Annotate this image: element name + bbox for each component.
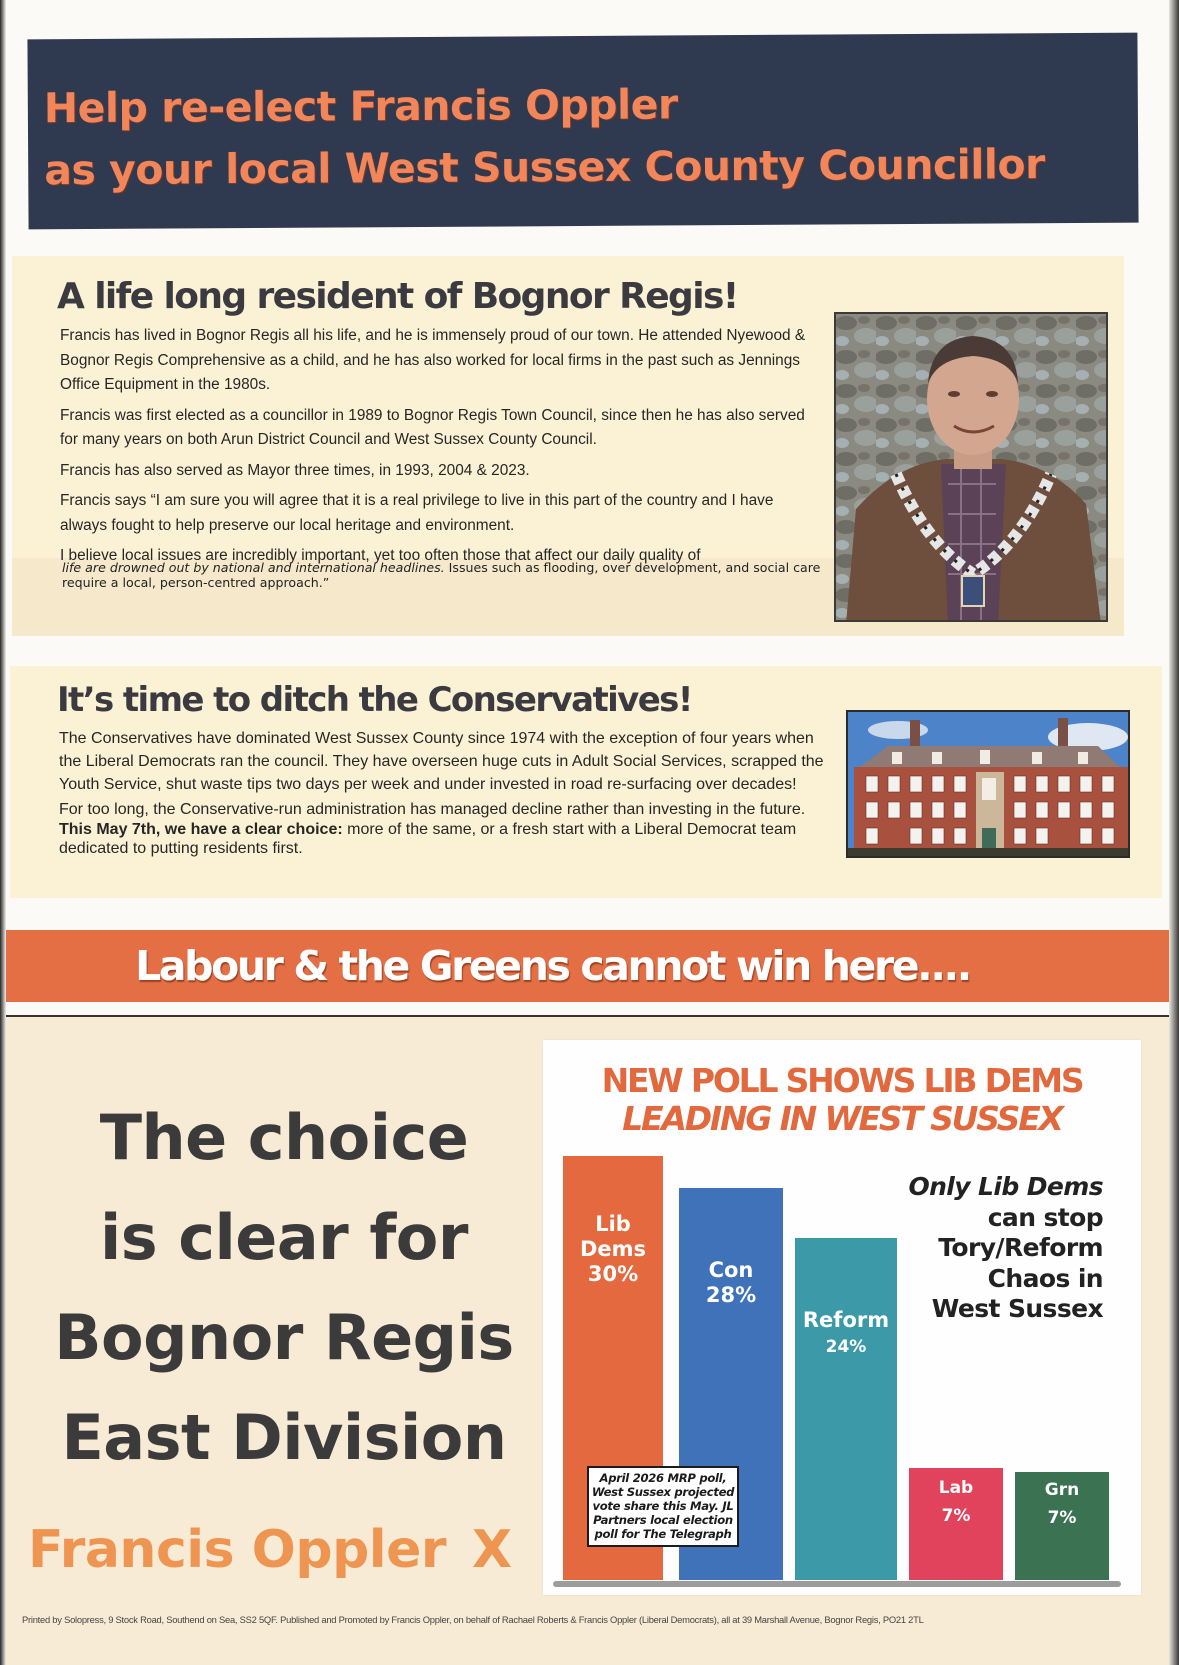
bio-paragraph: Francis says “I am sure you will agree that it is a real privilege to live in this part of the country and I have always fought to help preserve our local heritage and environment. [60,492,774,534]
poll-source-note: April 2026 MRP poll, West Sussex projected vote share this May. JL Partners local election poll for The Telegraph [587,1466,739,1547]
bio-quote-continuation [62,561,822,590]
labour-greens-banner-text: Labour & the Greens cannot win here.... [135,942,970,990]
portrait-image-icon [836,314,1108,622]
header-title-line1: Help re-elect Francis Oppler [43,80,678,133]
bio-paragraph: Francis was first elected as a councillor in 1989 to Bognor Regis Town Council, since then he has also served for many years on both Arun District Council and West Sussex County Council. [60,406,805,448]
conservatives-paragraph: The Conservatives have dominated West Sussex County since 1974 with the exception of four years when the Liberal Democrats ran the council. They have overseen huge cuts in Adult Social Services, scrapped the Youth Service, shut waste tips two days per week and under invested in road re-surfacing over decades! [59,730,824,793]
bio-panel [12,256,1124,636]
poll-title-line1: NEW POLL SHOWS LIB DEMS [601,1061,1083,1100]
bar-grn [1015,1472,1109,1580]
bio-heading: A life long resident of Bognor Regis! [57,276,738,317]
bar-party-label: Dems [579,1237,647,1261]
tagline-line: Only Lib Dems [908,1172,1103,1201]
paragraph-text: more of the same, or a fresh start with a Liberal Democrat team dedicated to putting residents first. [59,820,797,858]
tagline-line: West Sussex [931,1294,1103,1323]
bar-value-label: 7% [941,1506,971,1526]
header-title-line2: as your local West Sussex County Councillor [44,140,1045,195]
bio-quote-italic: life are drowned out by national and international headlines. [62,560,445,575]
bar-party-label: Lab [938,1478,974,1498]
bio-text [60,324,822,569]
bio-paragraph: Francis has also served as Mayor three times, in 1993, 2004 & 2023. [60,461,530,479]
bar-party-label: Reform [802,1308,890,1332]
conservatives-paragraph [59,800,829,859]
bar-lab [909,1468,1003,1580]
county-hall-photo [846,710,1130,858]
poll-chart-card [543,1040,1141,1595]
bar-reform [795,1238,897,1580]
labour-greens-banner [6,930,1169,1002]
choice-line: The choice [99,1101,469,1174]
building-image-icon [848,712,1130,858]
candidate-vote-line [28,1520,548,1580]
candidate-name: Francis Oppler [28,1520,447,1580]
clear-choice-emphasis: This May 7th, we have a clear choice: [59,820,343,838]
bar-party-label: Lib [595,1212,631,1236]
bar-value-label: 24% [825,1337,867,1357]
tagline-line: Chaos in [987,1263,1103,1293]
choice-line: is clear for [100,1201,468,1274]
choice-line: East Division [61,1401,507,1474]
choice-line: Bognor Regis [54,1301,514,1374]
paragraph-text: For too long, the Conservative-run administration has managed decline rather than investing in the future. [59,801,806,819]
bar-party-label: Grn [1044,1480,1080,1500]
conservatives-panel [10,666,1162,898]
bar-value-label: 7% [1047,1508,1077,1528]
imprint-footer: Printed by Solopress, 9 Stock Road, Southend on Sea, SS2 5QF. Published and Promoted by Francis Oppler, on behalf of Rachael Roberts & Francis Oppler (Liberal Democrats), all at 39 Marshall Avenue, Bognor Regis, PO21 2TL [22,1614,924,1625]
candidate-photo [834,312,1108,622]
bio-paragraph: I believe local issues are incredibly important, yet too often those that affect our daily quality of [60,547,701,564]
bar-value-label: 28% [705,1283,757,1307]
page-edge-shadow-right [1169,0,1179,1665]
chart-baseline [553,1581,1121,1587]
conservatives-heading: It’s time to ditch the Conservatives! [57,680,692,720]
bar-value-label: 30% [587,1262,639,1286]
conservatives-text [59,728,829,863]
poll-title-line2: LEADING IN WEST SUSSEX [622,1099,1062,1138]
choice-statement [24,1088,544,1488]
bio-paragraph: Francis has lived in Bognor Regis all his life, and he is immensely proud of our town. He attended Nyewood & Bognor Regis Comprehensive as a child, and he has also worked for local firms in the past such as Jennings Office Equipment in the 1980s. [60,327,806,393]
tagline-line: can stop [987,1202,1103,1232]
vote-x-mark-icon: X [472,1520,512,1580]
bio-quote-rest: Issues such as flooding, over development, and social care require a local, person-centred approach.” [62,560,821,590]
tagline-line: Tory/Reform [938,1233,1103,1262]
bar-party-label: Con [708,1258,754,1282]
header-banner [27,33,1138,230]
